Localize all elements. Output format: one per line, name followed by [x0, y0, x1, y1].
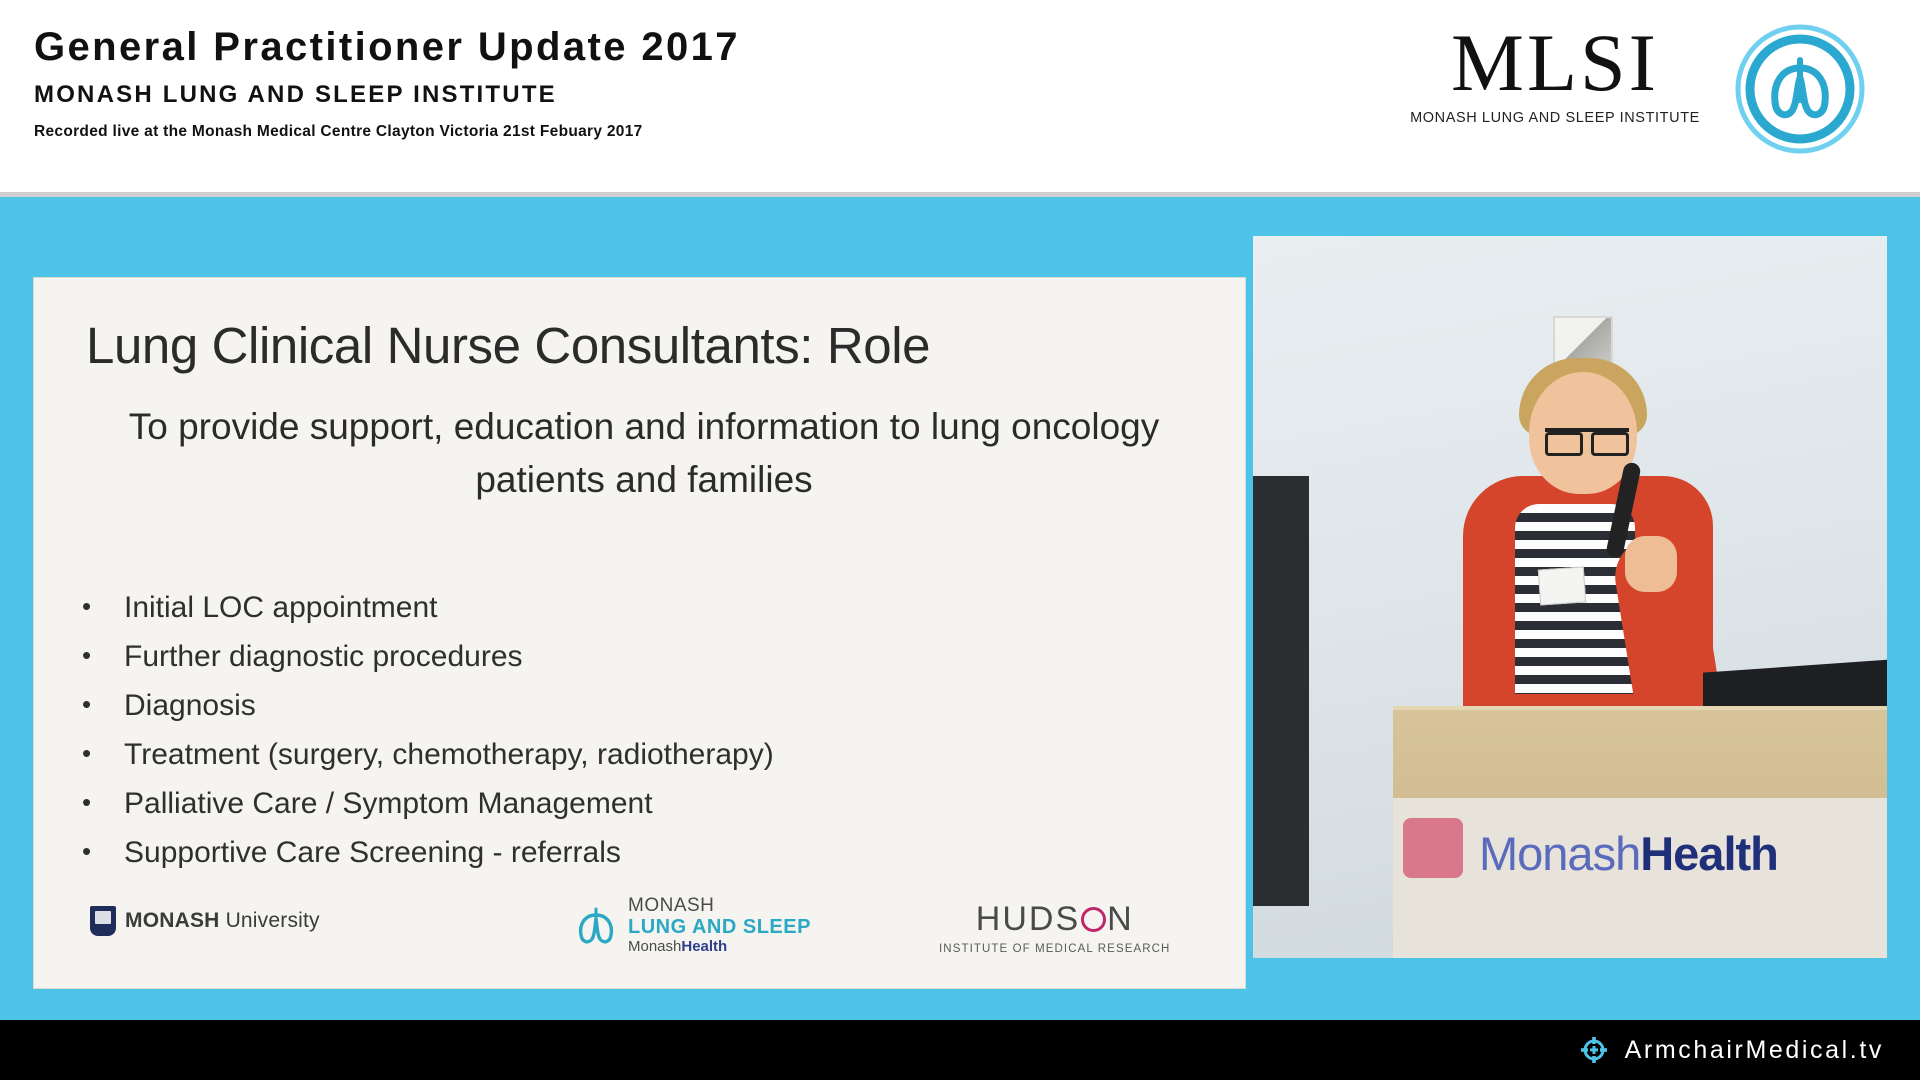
- slide-footer-logos: [34, 884, 1246, 970]
- mls-line2: LUNG AND SLEEP: [628, 915, 811, 938]
- monash-lung-sleep-logo: [574, 896, 811, 955]
- list-item-label: Treatment (surgery, chemotherapy, radiotherapy): [124, 738, 774, 771]
- mls-line3: [628, 938, 727, 955]
- list-item: [82, 740, 1182, 770]
- monash-university-logo: [90, 906, 320, 936]
- monash-shield-icon: [90, 906, 116, 936]
- mlsi-wordmark: MLSI: [1451, 17, 1659, 108]
- header-title-block: [34, 26, 740, 141]
- podium-branding-bold: Health: [1640, 827, 1778, 880]
- slide-panel[interactable]: [33, 277, 1246, 989]
- mls-line1: MONASH: [628, 895, 715, 916]
- armchair-medical-icon: [1577, 1033, 1611, 1067]
- slide-lede: To provide support, education and information to lung oncology patients and families: [128, 406, 1160, 500]
- monash-lung-sleep-text: [628, 896, 811, 955]
- recording-info: Recorded live at the Monash Medical Centre Clayton Victoria 21st Febuary 2017: [34, 123, 643, 140]
- presentation-stage: [0, 197, 1920, 1020]
- bullet-marker-icon: •: [82, 689, 92, 719]
- hudson-subtitle: INSTITUTE OF MEDICAL RESEARCH: [939, 943, 1171, 955]
- list-item-label: Supportive Care Screening - referrals: [124, 836, 621, 869]
- list-item-label: Palliative Care / Symptom Management: [124, 787, 653, 820]
- list-item: [82, 789, 1182, 819]
- slide-bullet-list: [82, 593, 1182, 887]
- list-item: [82, 691, 1182, 721]
- list-item-label: Initial LOC appointment: [124, 591, 438, 624]
- bullet-marker-icon: •: [82, 591, 92, 621]
- wall-dark-panel: [1253, 476, 1309, 906]
- monash-university-label: [125, 909, 320, 933]
- list-item-label: Further diagnostic procedures: [124, 640, 523, 673]
- bottom-bar: [0, 1020, 1920, 1080]
- page-header: [0, 0, 1920, 197]
- mls-line3-bold: Health: [681, 938, 728, 956]
- page-subtitle: MONASH LUNG AND SLEEP INSTITUTE: [34, 81, 557, 108]
- list-item-label: Diagnosis: [124, 689, 256, 722]
- hudson-word-part2: N: [1107, 900, 1134, 938]
- brand-label: ArmchairMedical.tv: [1624, 1035, 1884, 1064]
- hudson-institute-logo: [939, 900, 1170, 955]
- lungs-circle-icon: [1725, 22, 1875, 156]
- mls-line3-light: Monash: [628, 938, 682, 956]
- bullet-marker-icon: •: [82, 640, 92, 670]
- brand-block[interactable]: [1577, 1033, 1884, 1067]
- glasses-icon: [1545, 428, 1629, 452]
- monash-university-light: University: [219, 909, 320, 932]
- bullet-marker-icon: •: [82, 738, 92, 768]
- mlsi-logo: [1400, 17, 1710, 126]
- page-title: General Practitioner Update 2017: [34, 25, 740, 69]
- slide-title: Lung Clinical Nurse Consultants: Role: [86, 317, 931, 374]
- speaker-video-feed[interactable]: [1253, 236, 1887, 958]
- hudson-wordmark: [939, 900, 1170, 939]
- hudson-dot-icon: [1081, 907, 1106, 932]
- podium-side-object: [1403, 818, 1463, 878]
- podium-branding: [1479, 826, 1778, 881]
- bullet-marker-icon: •: [82, 836, 92, 866]
- lungs-icon: [574, 905, 618, 947]
- list-item: [82, 593, 1182, 623]
- monash-university-bold: MONASH: [125, 909, 220, 932]
- list-item: [82, 642, 1182, 672]
- podium-branding-light: Monash: [1479, 827, 1641, 880]
- list-item: [82, 838, 1182, 868]
- hudson-word-part1: HUDS: [975, 900, 1081, 938]
- speaker-hand: [1625, 536, 1677, 592]
- mlsi-tagline: MONASH LUNG AND SLEEP INSTITUTE: [1410, 110, 1700, 126]
- bullet-marker-icon: •: [82, 787, 92, 817]
- speaker-name-badge: [1538, 566, 1586, 605]
